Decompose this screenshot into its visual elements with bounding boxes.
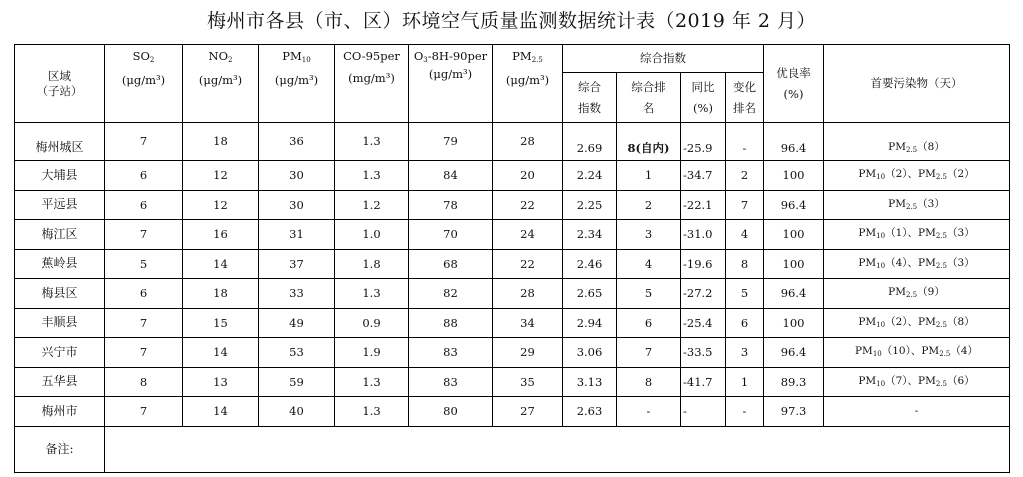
- primary-pollutant-cell: [824, 190, 1010, 220]
- region-cell: 梅州城区: [15, 123, 105, 161]
- pm25-cell: 22: [493, 190, 563, 220]
- header-pm10: $PM_{10}$ (μg/m³): [259, 45, 335, 123]
- no2-cell: 14: [183, 338, 259, 368]
- pollutant-days: （2）: [885, 315, 908, 328]
- yoy-cell: -31.0: [681, 220, 726, 250]
- no2-cell: 14: [183, 249, 259, 279]
- pollutant-subscript: 10: [876, 261, 886, 270]
- change-rank-cell: 2: [726, 161, 764, 191]
- composite-rank-cell: 7: [617, 338, 681, 368]
- primary-pollutant-cell: [824, 123, 1010, 161]
- primary-pollutant-cell: [824, 279, 1010, 309]
- pollutant-subscript: 2.5: [935, 379, 947, 388]
- table-row: [15, 161, 1010, 191]
- o3-cell: 84: [409, 161, 493, 191]
- composite-index-cell: 2.63: [563, 397, 617, 427]
- change-rank-cell: 8: [726, 249, 764, 279]
- pm25-cell: 20: [493, 161, 563, 191]
- pollutant-days: （8）: [917, 141, 945, 154]
- o3-cell: 83: [409, 338, 493, 368]
- pollutant-name: PM: [918, 168, 936, 181]
- good-rate-cell: 96.4: [764, 190, 824, 220]
- header-primary-pollutant: 首要污染物（天）: [824, 45, 1010, 123]
- co-cell: 1.3: [335, 123, 409, 161]
- pollutant-separator: 、: [907, 227, 919, 240]
- header-composite-rank: 综合排 名: [617, 73, 681, 123]
- primary-pollutant-cell: [824, 161, 1010, 191]
- no2-cell: 14: [183, 397, 259, 427]
- pm10-cell: 59: [259, 367, 335, 397]
- change-rank-cell: 3: [726, 338, 764, 368]
- pm10-cell: 40: [259, 397, 335, 427]
- change-rank-cell: 7: [726, 190, 764, 220]
- change-rank-cell: 5: [726, 279, 764, 309]
- pm10-cell: 33: [259, 279, 335, 309]
- table-row: [15, 397, 1010, 427]
- yoy-cell: -25.9: [681, 123, 726, 161]
- pollutant-subscript: 2.5: [935, 173, 947, 182]
- co-cell: 1.3: [335, 279, 409, 309]
- co-cell: 1.3: [335, 161, 409, 191]
- header-change-rank: 变化 排名: [726, 73, 764, 123]
- composite-rank-cell: 8: [617, 367, 681, 397]
- pm10-cell: 36: [259, 123, 335, 161]
- pollutant-name: PM: [888, 197, 906, 210]
- co-cell: 1.3: [335, 397, 409, 427]
- pollutant-days: （3）: [946, 256, 975, 269]
- pollutant-name: PM: [918, 256, 936, 269]
- o3-cell: 79: [409, 123, 493, 161]
- so2-cell: 5: [105, 249, 183, 279]
- pollutant-name: PM: [858, 227, 877, 240]
- pollutant-subscript: 10: [876, 320, 886, 329]
- composite-rank-cell: -: [617, 397, 681, 427]
- pollutant-subscript: 2.5: [906, 146, 918, 155]
- pollutant-subscript: 2.5: [939, 350, 951, 359]
- co-cell: 1.8: [335, 249, 409, 279]
- so2-cell: 7: [105, 338, 183, 368]
- pollutant-separator: 、: [907, 374, 919, 387]
- pollutant-days: （3）: [946, 227, 975, 240]
- pollutant-days: （2）: [885, 168, 908, 181]
- pollutant-days: （7）: [885, 374, 908, 387]
- pollutant-subscript: 2.5: [935, 232, 947, 241]
- co-cell: 1.0: [335, 220, 409, 250]
- pm25-cell: 28: [493, 279, 563, 309]
- header-co: CO-95per (mg/m³): [335, 45, 409, 123]
- header-row-1: [15, 45, 1010, 73]
- table-row: [15, 249, 1010, 279]
- table-row: [15, 308, 1010, 338]
- header-composite-index: 综合 指数: [563, 73, 617, 123]
- pm10-cell: 37: [259, 249, 335, 279]
- region-cell: 梅州市: [15, 397, 105, 427]
- composite-rank-cell: 4: [617, 249, 681, 279]
- remark-label: 备注:: [15, 426, 105, 472]
- good-rate-cell: 96.4: [764, 123, 824, 161]
- pollutant-separator: 、: [907, 168, 919, 181]
- co-cell: 0.9: [335, 308, 409, 338]
- region-cell: 丰顺县: [15, 308, 105, 338]
- composite-rank-cell: 5: [617, 279, 681, 309]
- primary-pollutant-cell: [824, 308, 1010, 338]
- header-region: 区域 （子站）: [15, 45, 105, 123]
- change-rank-cell: 4: [726, 220, 764, 250]
- remark-content: [105, 426, 1010, 472]
- region-cell: 梅江区: [15, 220, 105, 250]
- primary-pollutant-cell: [824, 338, 1010, 368]
- pm10-cell: 53: [259, 338, 335, 368]
- primary-pollutant-cell: [824, 220, 1010, 250]
- pollutant-name: PM: [918, 227, 936, 240]
- so2-cell: 7: [105, 397, 183, 427]
- pollutant-separator: 、: [907, 256, 919, 269]
- good-rate-cell: 89.3: [764, 367, 824, 397]
- primary-pollutant-cell: [824, 249, 1010, 279]
- pm25-cell: 35: [493, 367, 563, 397]
- yoy-cell: -: [681, 397, 726, 427]
- no2-cell: 12: [183, 190, 259, 220]
- so2-cell: 7: [105, 308, 183, 338]
- region-cell: 兴宁市: [15, 338, 105, 368]
- pollutant-days: （8）: [946, 315, 975, 328]
- pollutant-name: PM: [854, 345, 873, 358]
- pollutant-days: （10）: [881, 345, 911, 358]
- yoy-cell: -25.4: [681, 308, 726, 338]
- co-cell: 1.3: [335, 367, 409, 397]
- pollutant-days: （4）: [885, 256, 908, 269]
- pollutant-subscript: 2.5: [935, 261, 947, 270]
- pollutant-name: PM: [888, 141, 906, 154]
- composite-rank-cell: 1: [617, 161, 681, 191]
- o3-cell: 78: [409, 190, 493, 220]
- no2-cell: 12: [183, 161, 259, 191]
- pm25-cell: 29: [493, 338, 563, 368]
- pollutant-days: （6）: [946, 374, 975, 387]
- pollutant-subscript: 10: [872, 350, 882, 359]
- pm25-cell: 22: [493, 249, 563, 279]
- no2-cell: 18: [183, 123, 259, 161]
- yoy-cell: -41.7: [681, 367, 726, 397]
- yoy-cell: -19.6: [681, 249, 726, 279]
- good-rate-cell: 96.4: [764, 338, 824, 368]
- so2-cell: 7: [105, 123, 183, 161]
- header-o3: $O_3-8H-90per$ (μg/m³): [409, 45, 493, 123]
- so2-cell: 8: [105, 367, 183, 397]
- table-row: [15, 367, 1010, 397]
- header-pm25: $PM_{2.5}$ (μg/m³): [493, 45, 563, 123]
- composite-rank-cell: 8(自内): [617, 123, 681, 161]
- table-row: [15, 123, 1010, 161]
- pollutant-separator: 、: [907, 315, 919, 328]
- change-rank-cell: 1: [726, 367, 764, 397]
- good-rate-cell: 100: [764, 308, 824, 338]
- yoy-cell: -34.7: [681, 161, 726, 191]
- composite-index-cell: 3.06: [563, 338, 617, 368]
- composite-index-cell: 2.94: [563, 308, 617, 338]
- air-quality-table: [14, 44, 1010, 473]
- good-rate-cell: 96.4: [764, 279, 824, 309]
- table-row: [15, 190, 1010, 220]
- pollutant-separator: 、: [910, 345, 922, 358]
- header-composite-group: 综合指数: [563, 45, 764, 73]
- good-rate-cell: 100: [764, 161, 824, 191]
- region-cell: 平远县: [15, 190, 105, 220]
- composite-index-cell: 2.24: [563, 161, 617, 191]
- pollutant-name: PM: [888, 286, 906, 299]
- no2-cell: 16: [183, 220, 259, 250]
- composite-rank-cell: 2: [617, 190, 681, 220]
- yoy-cell: -22.1: [681, 190, 726, 220]
- pm25-cell: 34: [493, 308, 563, 338]
- good-rate-cell: 100: [764, 249, 824, 279]
- so2-cell: 6: [105, 161, 183, 191]
- no2-cell: 18: [183, 279, 259, 309]
- pm10-cell: 30: [259, 161, 335, 191]
- co-cell: 1.2: [335, 190, 409, 220]
- pollutant-subscript: 10: [876, 232, 886, 241]
- pollutant-name: PM: [858, 374, 877, 387]
- pollutant-name: PM: [858, 168, 877, 181]
- primary-pollutant-cell: [824, 367, 1010, 397]
- pollutant-name: PM: [918, 315, 936, 328]
- pollutant-days: （2）: [946, 168, 975, 181]
- pm25-cell: 27: [493, 397, 563, 427]
- pollutant-name: PM: [921, 345, 940, 358]
- header-good-rate: 优良率 (%): [764, 45, 824, 123]
- composite-index-cell: 2.25: [563, 190, 617, 220]
- o3-cell: 83: [409, 367, 493, 397]
- table-row: [15, 220, 1010, 250]
- composite-rank-cell: 3: [617, 220, 681, 250]
- o3-cell: 88: [409, 308, 493, 338]
- region-cell: 五华县: [15, 367, 105, 397]
- so2-cell: 7: [105, 220, 183, 250]
- composite-index-cell: 2.69: [563, 123, 617, 161]
- no2-cell: 15: [183, 308, 259, 338]
- composite-rank-cell: 6: [617, 308, 681, 338]
- pm25-cell: 28: [493, 123, 563, 161]
- o3-cell: 68: [409, 249, 493, 279]
- o3-cell: 70: [409, 220, 493, 250]
- pollutant-subscript: 2.5: [935, 320, 947, 329]
- primary-pollutant-cell: -: [824, 397, 1010, 427]
- change-rank-cell: 6: [726, 308, 764, 338]
- pm10-cell: 30: [259, 190, 335, 220]
- remark-row: [15, 426, 1010, 472]
- pollutant-name: PM: [858, 315, 877, 328]
- so2-cell: 6: [105, 279, 183, 309]
- pollutant-days: （9）: [917, 286, 945, 299]
- pm25-cell: 24: [493, 220, 563, 250]
- pollutant-days: （4）: [950, 345, 979, 358]
- pollutant-subscript: 2.5: [906, 202, 918, 211]
- page-title: 梅州市各县（市、区）环境空气质量监测数据统计表（2019 年 2 月）: [206, 10, 817, 32]
- region-cell: 梅县区: [15, 279, 105, 309]
- pm10-cell: 31: [259, 220, 335, 250]
- region-cell: 蕉岭县: [15, 249, 105, 279]
- composite-index-cell: 2.65: [563, 279, 617, 309]
- good-rate-cell: 100: [764, 220, 824, 250]
- so2-cell: 6: [105, 190, 183, 220]
- good-rate-cell: 97.3: [764, 397, 824, 427]
- no2-cell: 13: [183, 367, 259, 397]
- header-so2: $SO_2$ (μg/m³): [105, 45, 183, 123]
- pollutant-days: （1）: [885, 227, 908, 240]
- pollutant-subscript: 10: [876, 379, 886, 388]
- o3-cell: 82: [409, 279, 493, 309]
- change-rank-cell: -: [726, 397, 764, 427]
- pollutant-subscript: 10: [876, 173, 886, 182]
- o3-cell: 80: [409, 397, 493, 427]
- header-no2: $NO_2$ (μg/m³): [183, 45, 259, 123]
- change-rank-cell: -: [726, 123, 764, 161]
- table-row: [15, 338, 1010, 368]
- composite-index-cell: 3.13: [563, 367, 617, 397]
- pollutant-subscript: 2.5: [906, 291, 918, 300]
- yoy-cell: -33.5: [681, 338, 726, 368]
- yoy-cell: -27.2: [681, 279, 726, 309]
- composite-index-cell: 2.46: [563, 249, 617, 279]
- pm10-cell: 49: [259, 308, 335, 338]
- composite-index-cell: 2.34: [563, 220, 617, 250]
- region-cell: 大埔县: [15, 161, 105, 191]
- table-row: [15, 279, 1010, 309]
- co-cell: 1.9: [335, 338, 409, 368]
- pollutant-name: PM: [918, 374, 936, 387]
- pollutant-days: （3）: [917, 197, 945, 210]
- header-yoy: 同比 (%): [681, 73, 726, 123]
- pollutant-name: PM: [858, 256, 877, 269]
